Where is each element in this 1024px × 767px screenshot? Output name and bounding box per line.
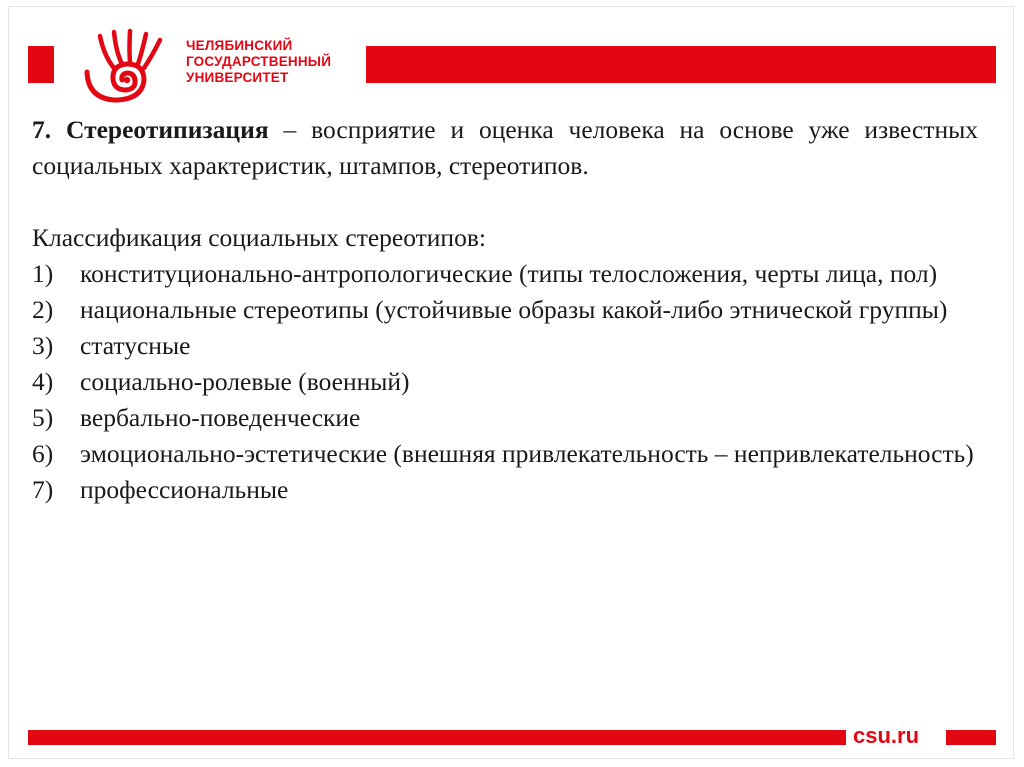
list-item bbox=[32, 436, 978, 472]
list-item-number: 4) bbox=[32, 367, 54, 396]
intro-definition: – восприятие и оценка человека на основе уже известных социальных характеристик, штампов, стереотипов. bbox=[32, 115, 978, 180]
university-name-line-2: ГОСУДАРСТВЕННЫЙ bbox=[186, 54, 332, 69]
list-item bbox=[32, 364, 978, 400]
footer-bar-right bbox=[946, 730, 996, 745]
university-name-line-1: ЧЕЛЯБИНСКИЙ bbox=[186, 38, 293, 53]
list-item-number: 3) bbox=[32, 331, 54, 360]
university-name-line-3: УНИВЕРСИТЕТ bbox=[186, 70, 289, 85]
list-item-text: эмоционально-эстетические (внешняя привлекательность – непривлекательность) bbox=[80, 439, 974, 468]
list-item bbox=[32, 400, 978, 436]
list-item-number: 7) bbox=[32, 475, 54, 504]
intro-paragraph bbox=[32, 112, 978, 184]
stereotype-list bbox=[32, 256, 978, 508]
footer-bar-left bbox=[28, 730, 846, 745]
list-item-text: статусные bbox=[80, 331, 191, 360]
list-item-text: конституционально-антропологические (типы телосложения, черты лица, пол) bbox=[80, 259, 938, 288]
list-item-number: 6) bbox=[32, 439, 54, 468]
csu-spiral-logo-icon bbox=[80, 28, 178, 104]
list-item-text: профессиональные bbox=[80, 475, 289, 504]
list-item bbox=[32, 472, 978, 508]
slide-content bbox=[32, 112, 978, 508]
intro-term: 7. Стереотипизация bbox=[32, 115, 269, 144]
list-item-text: социально-ролевые (военный) bbox=[80, 367, 410, 396]
header-bar-left bbox=[28, 46, 54, 83]
list-item bbox=[32, 328, 978, 364]
list-item-number: 2) bbox=[32, 295, 54, 324]
university-name bbox=[186, 38, 331, 86]
header-bar-right bbox=[366, 46, 996, 83]
list-item-number: 5) bbox=[32, 403, 54, 432]
list-item bbox=[32, 256, 978, 292]
list-item-number: 1) bbox=[32, 259, 54, 288]
list-item bbox=[32, 292, 978, 328]
site-link[interactable]: csu.ru bbox=[853, 723, 920, 748]
list-item-text: вербально-поведенческие bbox=[80, 403, 361, 432]
list-item-text: национальные стереотипы (устойчивые образы какой-либо этнической группы) bbox=[80, 295, 948, 324]
classification-heading: Классификация социальных стереотипов: bbox=[32, 223, 486, 252]
